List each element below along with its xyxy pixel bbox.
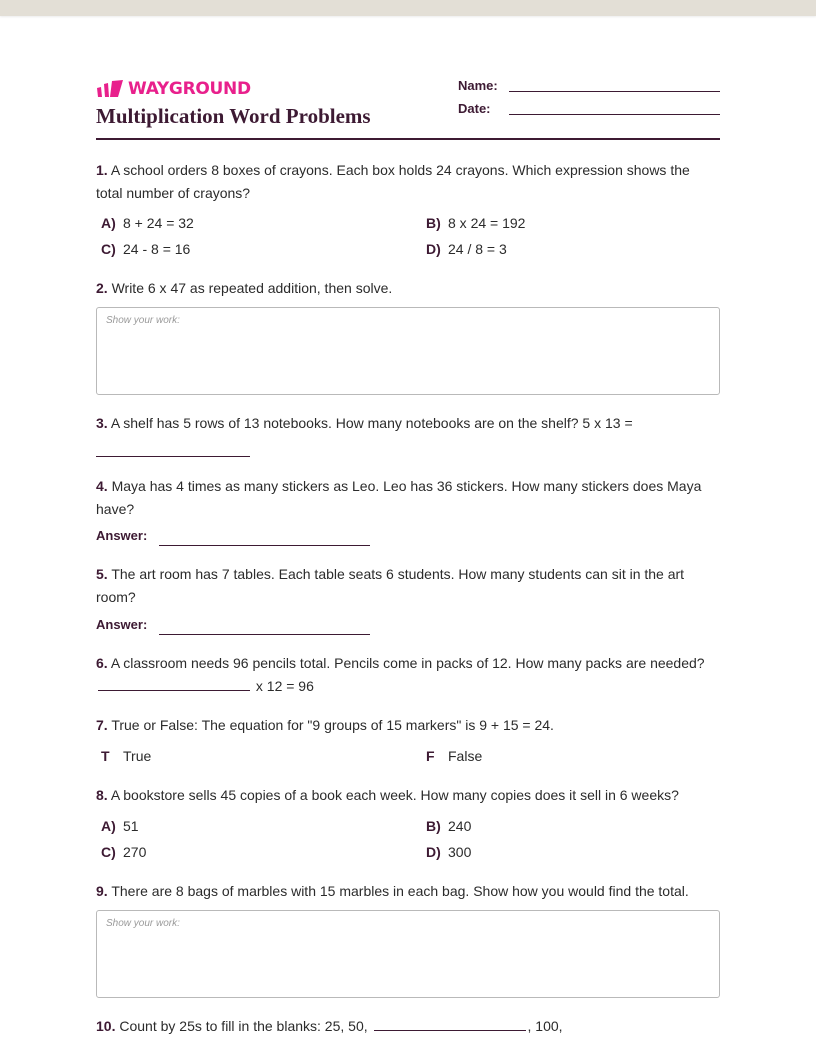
question-text: There are 8 bags of marbles with 15 marbles in each bag. Show how you would find the total. [111, 883, 689, 899]
question-6 [96, 652, 720, 697]
question-4 [96, 475, 720, 520]
q7-option-false[interactable]: F False [426, 748, 483, 764]
question-text: Write 6 x 47 as repeated addition, then solve. [111, 280, 393, 296]
question-number: 3. [96, 415, 108, 431]
q5-answer-label: Answer: [96, 617, 148, 632]
q1-option-a[interactable]: A) 8 + 24 = 32 [101, 215, 194, 231]
q1-option-b[interactable]: B) 8 x 24 = 192 [426, 215, 526, 231]
q8-option-a[interactable]: A) 51 [101, 818, 139, 834]
question-number: 1. [96, 162, 108, 178]
question-text: Maya has 4 times as many stickers as Leo. Leo has 36 stickers. How many stickers does Maya have? [96, 478, 702, 517]
question-number: 2. [96, 280, 108, 296]
question-9 [96, 880, 720, 903]
q8-option-d[interactable]: D) 300 [426, 844, 472, 860]
question-1 [96, 159, 720, 204]
question-text: The art room has 7 tables. Each table seats 6 students. How many students can sit in the art room? [96, 566, 685, 605]
question-text: A bookstore sells 45 copies of a book each week. How many copies does it sell in 6 weeks? [110, 787, 679, 803]
q3-answer-line[interactable] [96, 456, 250, 457]
question-number: 10. [96, 1018, 116, 1034]
question-number: 4. [96, 478, 108, 494]
q1-option-c[interactable]: C) 24 - 8 = 16 [101, 241, 191, 257]
q8-option-c[interactable]: C) 270 [101, 844, 147, 860]
name-field[interactable] [509, 91, 720, 92]
question-number: 9. [96, 883, 108, 899]
header-divider [96, 138, 720, 140]
question-7 [96, 714, 720, 737]
q8-option-b[interactable]: B) 240 [426, 818, 472, 834]
name-label: Name: [458, 78, 498, 93]
q4-answer-label: Answer: [96, 528, 148, 543]
question-text: Count by 25s to fill in the blanks: 25, 50, [119, 1018, 368, 1034]
question-text-after: , 100, [527, 1018, 563, 1034]
question-text: True or False: The equation for "9 groups of 15 markers" is 9 + 15 = 24. [111, 717, 554, 733]
q2-work-box[interactable] [96, 307, 720, 395]
question-8 [96, 784, 720, 807]
q7-option-true[interactable]: T True [101, 748, 152, 764]
wayground-logo-icon [96, 80, 124, 98]
wayground-logo [96, 79, 251, 99]
q1-option-d[interactable]: D) 24 / 8 = 3 [426, 241, 507, 257]
q10-answer-blank[interactable] [374, 1017, 526, 1031]
question-number: 5. [96, 566, 108, 582]
question-number: 6. [96, 655, 108, 671]
date-field[interactable] [509, 114, 720, 115]
work-box-placeholder: Show your work: [106, 918, 180, 929]
question-text: A classroom needs 96 pencils total. Pencils come in packs of 12. How many packs are needed? [110, 655, 705, 671]
question-text: A school orders 8 boxes of crayons. Each box holds 24 crayons. Which expression shows the total number of crayons? [96, 162, 690, 201]
question-number: 8. [96, 787, 108, 803]
q9-work-box[interactable] [96, 910, 720, 998]
question-5 [96, 563, 720, 608]
question-text: A shelf has 5 rows of 13 notebooks. How many notebooks are on the shelf? 5 x 13 = [110, 415, 633, 431]
q5-answer-line[interactable] [159, 634, 370, 635]
page-top-bar [0, 0, 816, 16]
worksheet-title: Multiplication Word Problems [96, 104, 371, 128]
question-number: 7. [96, 717, 108, 733]
question-text-after: x 12 = 96 [255, 677, 314, 694]
q4-answer-line[interactable] [159, 545, 370, 546]
question-3 [96, 412, 720, 435]
q6-answer-blank[interactable] [98, 677, 250, 691]
work-box-placeholder: Show your work: [106, 315, 180, 326]
question-10 [96, 1015, 720, 1038]
logo-text: WAYGROUND [128, 79, 251, 99]
question-2 [96, 277, 720, 300]
date-label: Date: [458, 101, 491, 116]
